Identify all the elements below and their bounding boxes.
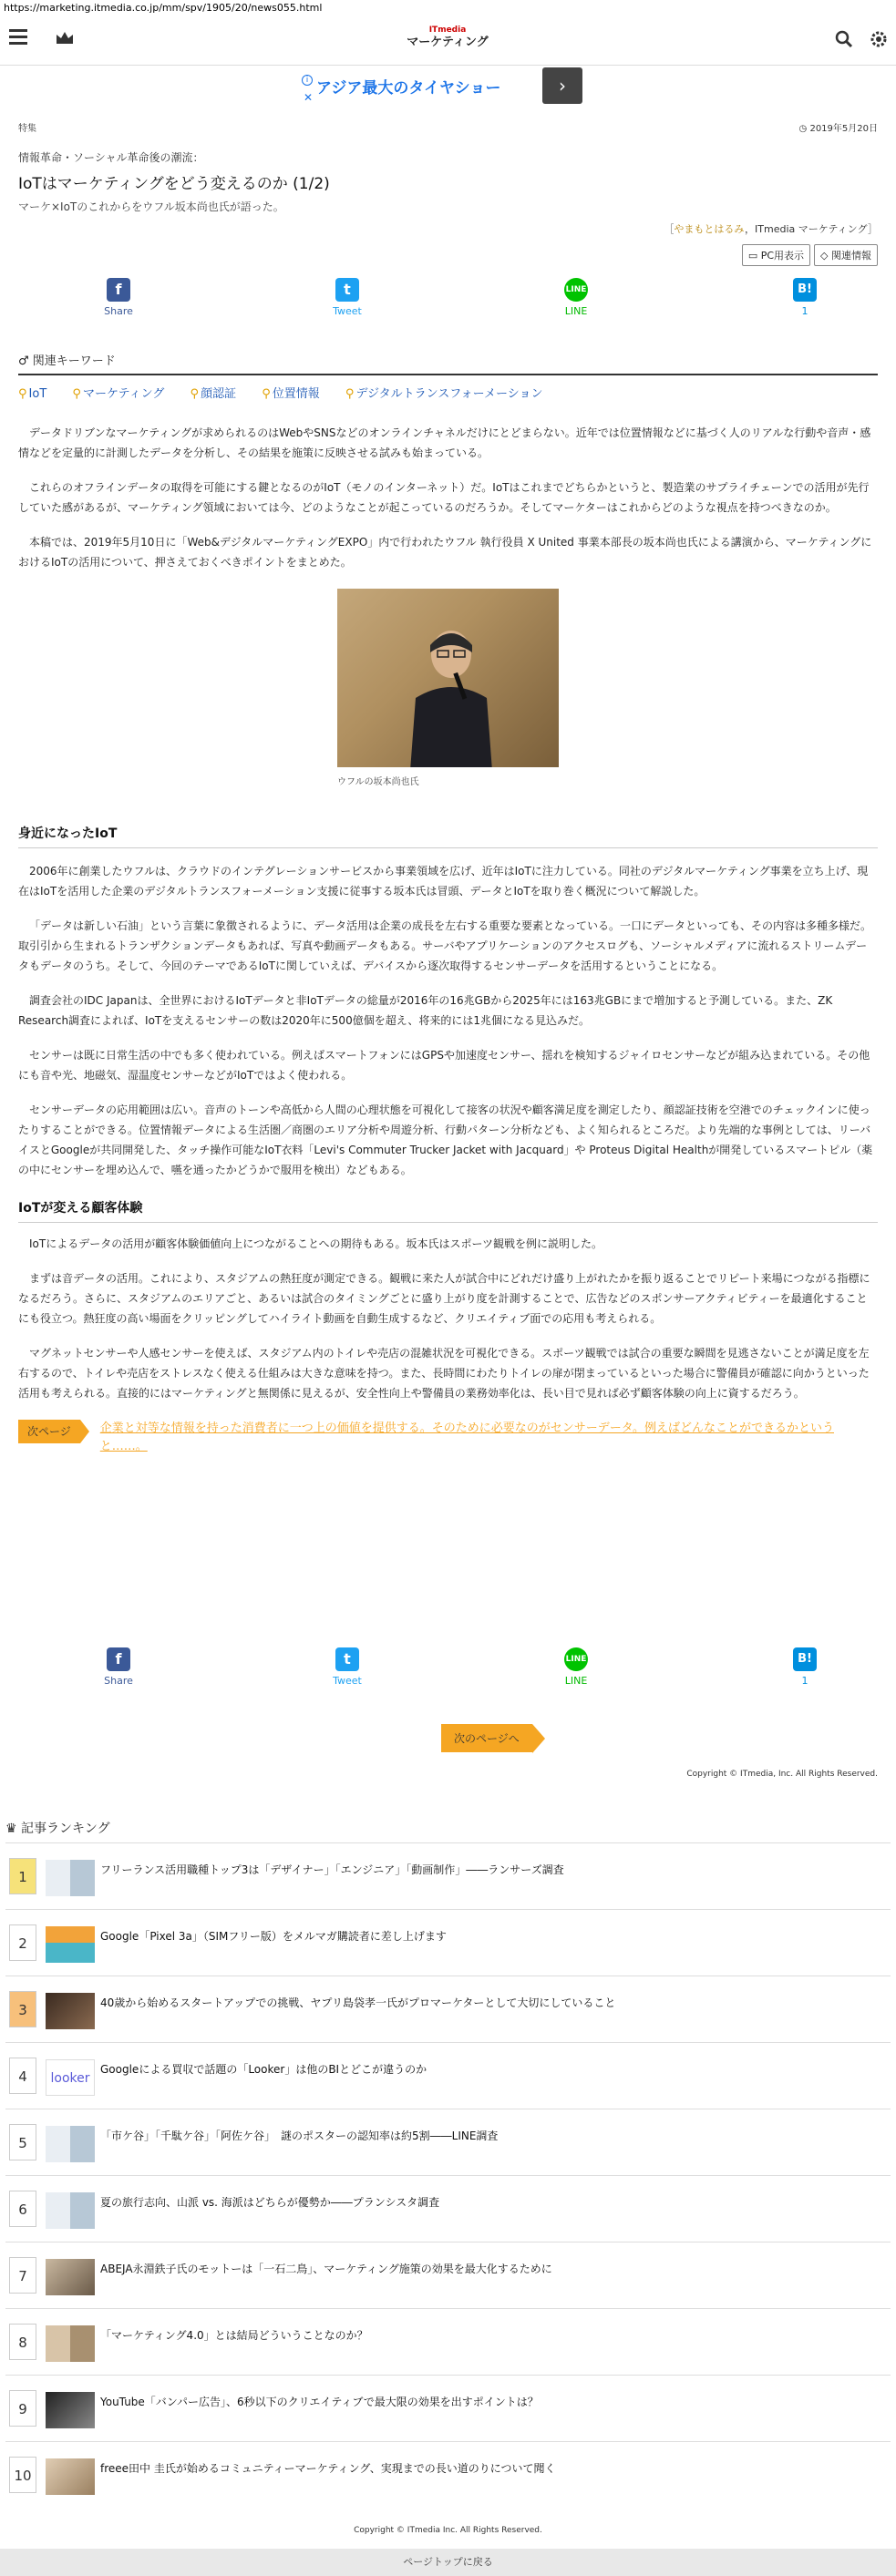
keyword-text: IoT xyxy=(28,387,47,401)
ranking-list xyxy=(5,1842,891,2508)
article-date: ◷ 2019年5月20日 xyxy=(798,124,878,134)
article-thumbnail xyxy=(46,2392,95,2428)
tag-icon: ⚲ xyxy=(190,387,200,401)
next-page-link[interactable]: 企業と対等な情報を持った消費者に一つ上の価値を提供する。そのために必要なのがセンサーデータ。例えばどんなことができるかというと……。 xyxy=(99,1421,834,1453)
hamburger-menu-icon[interactable] xyxy=(9,29,27,47)
article-thumbnail xyxy=(46,2325,95,2362)
twitter-icon: t xyxy=(335,278,359,302)
facebook-share[interactable] xyxy=(91,278,146,317)
pc-view-label: PC用表示 xyxy=(760,250,805,262)
author-name[interactable]: やまもとはるみ xyxy=(674,223,746,235)
person-silhouette xyxy=(410,625,492,767)
rank-number: 5 xyxy=(9,2124,36,2160)
article-title: IoTはマーケティングをどう変えるのか (1/2) xyxy=(18,175,330,193)
copyright-notice: Copyright © ITmedia, Inc. All Rights Reserved. xyxy=(686,1770,878,1779)
site-header xyxy=(0,16,896,66)
hatena-share[interactable] xyxy=(778,278,832,317)
ranking-title: 40歳から始めるスタートアップでの挑戦、ヤプリ島袋孝一氏がプロマーケターとして大切にしていること xyxy=(100,1996,616,2009)
keywords-heading-text: 関連キーワード xyxy=(32,354,116,368)
article-supertitle: 情報革命・ソーシャル革命後の潮流： xyxy=(18,151,204,164)
next-page-teaser xyxy=(18,1420,878,1456)
author-line xyxy=(664,221,878,236)
tag-icon: ⚲ xyxy=(262,387,271,401)
date-text: 2019年5月20日 xyxy=(809,124,878,134)
section-heading: 身近になったIoT xyxy=(18,824,878,848)
crown-icon[interactable] xyxy=(55,29,75,47)
hatena-count: 1 xyxy=(801,1675,808,1687)
related-info-button[interactable]: ◇ 関連情報 xyxy=(814,244,878,266)
line-icon: LINE xyxy=(564,278,588,302)
rank-number: 7 xyxy=(9,2257,36,2294)
share-bar-top xyxy=(18,278,878,317)
tag-icon: ⚲ xyxy=(18,387,27,401)
site-logo[interactable] xyxy=(407,26,489,49)
keywords-heading: ♂ 関連キーワード xyxy=(18,351,878,375)
rank-number: 10 xyxy=(9,2457,36,2493)
article-thumbnail xyxy=(46,1860,95,1896)
article-thumbnail xyxy=(46,2192,95,2229)
rank-number: 4 xyxy=(9,2058,36,2094)
crown-icon: ♛ xyxy=(5,1822,17,1836)
ranking-title: Googleによる買収で話題の「Looker」は他のBIとどこが違うのか xyxy=(100,2063,427,2076)
rank-number: 6 xyxy=(9,2191,36,2227)
article-thumbnail xyxy=(46,2458,95,2495)
ranking-heading-text: 記事ランキング xyxy=(21,1822,110,1836)
next-page-button[interactable]: 次のページへ xyxy=(441,1724,532,1752)
looker-logo: looker xyxy=(46,2059,95,2096)
facebook-icon: f xyxy=(107,1647,130,1671)
author-suffix: ，ITmedia マーケティング］ xyxy=(745,223,878,235)
ranking-item[interactable] xyxy=(5,1909,891,1976)
ranking-item[interactable] xyxy=(5,2375,891,2441)
paragraph: 本稿では、2019年5月10日に「Web&デジタルマーケティングEXPO」内で行われたウフル 執行役員 X United 事業本部長の坂本尚也氏による講演から、マーケティングにおけるIoTの活用について、押さえておくべきポイントをまとめた。 xyxy=(18,536,872,569)
ad-close-icon[interactable]: ✕ xyxy=(304,91,314,104)
related-info-label: 関連情報 xyxy=(831,250,871,262)
twitter-icon: t xyxy=(335,1647,359,1671)
speaker-photo xyxy=(337,589,559,767)
keyword-item[interactable] xyxy=(262,387,331,401)
ad-info-icon[interactable]: i xyxy=(302,75,313,86)
ranking-title: 「市ケ谷」「千駄ケ谷」「阿佐ケ谷」 謎のポスターの認知率は約5割――LINE調査 xyxy=(100,2130,499,2142)
pc-view-button[interactable]: ▭ PC用表示 xyxy=(742,244,810,266)
search-icon[interactable] xyxy=(834,29,854,49)
twitter-label: Tweet xyxy=(333,1675,362,1687)
keyword-text: 顔認証 xyxy=(201,387,237,401)
article-subtitle: マーケ×IoTのこれからをウフル坂本尚也氏が語った。 xyxy=(18,200,284,213)
keyword-text: デジタルトランスフォーメーション xyxy=(355,387,543,401)
section-heading: IoTが変える顧客体験 xyxy=(18,1198,878,1223)
rank-number: 1 xyxy=(9,1858,36,1894)
line-icon: LINE xyxy=(564,1647,588,1671)
article-header xyxy=(18,149,878,214)
rank-number: 8 xyxy=(9,2324,36,2360)
paragraph: まずは音データの活用。これにより、スタジアムの熱狂度が測定できる。観戦に来た人が試合中にどれだけ盛り上がれたかを振り返ることでリピート来場につながる指標になるだろう。さらに、スタジアムのエリアごと、あるいは試合のタイミングごとに盛り上がり度を計測することで、広告などのスポンサーアクティビティーを最適化することにも役立つ。熱狂度の高い場面をクリッピングしてハイライト動画を自動生成するなど、クリエイティブ面での応用も考えられる。 xyxy=(18,1272,870,1325)
twitter-label: Tweet xyxy=(333,305,362,317)
footer-copyright: Copyright © ITmedia Inc. All Rights Reserved. xyxy=(354,2526,542,2535)
rank-number: 2 xyxy=(9,1924,36,1961)
keyword-item[interactable] xyxy=(18,387,57,401)
hatena-share[interactable] xyxy=(778,1647,832,1687)
ranking-title: 「マーケティング4.0」とは結局どういうことなのか？ xyxy=(100,2329,368,2342)
tag-icon: ⚲ xyxy=(72,387,81,401)
paragraph: マグネットセンサーや人感センサーを使えば、スタジアム内のトイレや売店の混雑状況を可視化できる。スポーツ観戦では試合の重要な瞬間を見逃さないことが満足度を左右するので、トイレや売店をストレスなく使える仕組みは大きな意味を持つ。また、長時間にわたりトイレの扉が閉まっているといった場合に警備員が確認に向かうといった活用も考えられる。直接的にはマーケティングと無関係に見えるが、安全性向上や警備員の業務効率化は、長い目で見れば必ず顧客体験の向上に資するだろう。 xyxy=(18,1347,870,1400)
article-thumbnail xyxy=(46,2259,95,2295)
article-thumbnail xyxy=(46,2126,95,2162)
ranking-title: フリーランス活用職種トップ3は「デザイナー」「エンジニア」「動画制作」――ランサーズ調査 xyxy=(100,1863,564,1876)
keyword-item[interactable] xyxy=(72,387,175,401)
next-page-tag[interactable]: 次ページ xyxy=(18,1420,80,1443)
share-bar-bottom xyxy=(18,1647,878,1687)
paragraph: 2006年に創業したウフルは、クラウドのインテグレーションサービスから事業領域を広げ、近年はIoTに注力している。同社のデジタルマーケティング事業を立ち上げ、現在はIoTを活用した企業のデジタルトランスフォーメーション支援に従事する坂本氏は冒頭、データとIoTを取り巻く概況について解説した。 xyxy=(18,865,869,898)
facebook-share[interactable] xyxy=(91,1647,146,1687)
ranking-item[interactable] xyxy=(5,1842,891,1909)
ranking-item[interactable] xyxy=(5,2042,891,2109)
line-label: LINE xyxy=(564,305,588,317)
facebook-label: Share xyxy=(104,305,133,317)
facebook-label: Share xyxy=(104,1675,133,1687)
paragraph: IoTによるデータの活用が顧客体験価値向上につながることへの期待もある。坂本氏はスポーツ観戦を例に説明した。 xyxy=(29,1237,603,1250)
twitter-share[interactable] xyxy=(320,278,375,317)
back-to-top-button[interactable]: ページトップに戻る xyxy=(0,2549,896,2576)
article-body xyxy=(18,423,878,1456)
ranking-heading xyxy=(5,1819,110,1837)
keyword-text: 位置情報 xyxy=(272,387,320,401)
logo-top: ITmedia xyxy=(428,26,467,35)
ad-text[interactable]: アジア最大のタイヤショー xyxy=(316,79,501,97)
ad-banner[interactable] xyxy=(302,67,582,108)
line-share[interactable] xyxy=(549,1647,603,1687)
ad-arrow-button[interactable]: › xyxy=(542,67,582,104)
paragraph: 調査会社のIDC Japanは、全世界におけるIoTデータと非IoTデータの総量が2016年の16兆GBから2025年には163兆GBにまで増加すると予測している。また、ZK Research調査によれば、IoTを支えるセンサーの数は2020年に500億個を超え、将来的には1兆個になる見込みだ。 xyxy=(18,994,833,1027)
ranking-item[interactable] xyxy=(5,1976,891,2042)
facebook-icon: f xyxy=(107,278,130,302)
view-options xyxy=(742,244,878,266)
article-thumbnail xyxy=(46,1993,95,2029)
paragraph: センサーデータの応用範囲は広い。音声のトーンや高低から人間の心理状態を可視化して接客の状況や顧客満足度を測定したり、顔認証技術を空港でのチェックインに使ったりすることができる。位置情報データによる生活圏／商圏のエリア分析や周遊分析、行動パターン分析なども、よく知られるところだ。より先端的な事例としては、リーバイスとGoogleが共同開発した、タッチ操作可能なIoT衣料「Levi's Commuter Trucker Jacket with Jacquard」や Proteus Digital Healthが開発しているスマートピル（薬の中にセンサーを埋め込んで、嚥を通ったかどうかで服用を検出）などもある。 xyxy=(18,1103,873,1176)
hatena-count: 1 xyxy=(801,305,808,317)
url-bar[interactable]: https://marketing.itmedia.co.jp/mm/spv/1905/20/news055.html xyxy=(4,2,323,14)
hatena-icon: B! xyxy=(793,1647,817,1671)
article-meta xyxy=(18,120,878,134)
ranking-title: Google「Pixel 3a」（SIMフリー版）をメルマガ購読者に差し上げます xyxy=(100,1930,447,1943)
author-prefix: ［ xyxy=(664,223,675,235)
keyword-item[interactable] xyxy=(345,387,554,401)
keyword-item[interactable] xyxy=(191,387,248,401)
hatena-icon: B! xyxy=(793,278,817,302)
ranking-item[interactable] xyxy=(5,2308,891,2375)
twitter-share[interactable] xyxy=(320,1647,375,1687)
ranking-title: 夏の旅行志向、山派 vs. 海派はどちらが優勢か――プランシスタ調査 xyxy=(100,2196,440,2209)
tag-icon: ⚲ xyxy=(345,387,355,401)
logo-bottom: マーケティング xyxy=(407,36,489,49)
keyword-list xyxy=(18,384,878,401)
photo-caption: ウフルの坂本尚也氏 xyxy=(337,777,419,787)
ranking-title: YouTube「バンパー広告」、6秒以下のクリエイティブで最大限の効果を出すポイントは？ xyxy=(100,2396,539,2408)
article-thumbnail xyxy=(46,1926,95,1963)
ranking-item[interactable] xyxy=(5,2441,891,2508)
figure xyxy=(18,589,878,793)
ranking-item[interactable] xyxy=(5,2175,891,2242)
article-label: 特集 xyxy=(18,124,36,134)
ranking-item[interactable] xyxy=(5,2109,891,2175)
keyword-text: マーケティング xyxy=(82,387,165,401)
ranking-item[interactable] xyxy=(5,2242,891,2308)
ranking-title: ABEJA永淵鉄子氏のモットーは「一石二鳥」、マーケティング施策の効果を最大化するために xyxy=(100,2263,552,2275)
paragraph: 「データは新しい石油」という言葉に象徴されるように、データ活用は企業の成長を左右する重要な要素となっている。一口にデータといっても、その内容は多種多様だ。取引引から生まれるトランザクションデータもあれば、写真や動画データもある。サーバやアプリケーションのアクセスログも、ソーシャルメディアに流れるストリームデータもデータのうち。そして、今回のテーマであるIoTに関していえば、デバイスから逐次取得するセンサーデータを活用するということになる。 xyxy=(18,919,872,972)
gear-icon[interactable] xyxy=(869,29,889,49)
paragraph: センサーは既に日常生活の中でも多く使われている。例えばスマートフォンにはGPSや加速度センサー、揺れを検知するジャイロセンサーなどが組み込まれている。その他にも音や光、地磁気、湿温度センサーなどがIoTではよく使われる。 xyxy=(18,1049,870,1082)
line-share[interactable] xyxy=(549,278,603,317)
line-label: LINE xyxy=(564,1675,588,1687)
ranking-title: freee田中 圭氏が始めるコミュニティーマーケティング、実現までの長い道のりについて聞く xyxy=(100,2462,556,2475)
rank-number: 9 xyxy=(9,2390,36,2427)
paragraph: データドリブンなマーケティングが求められるのはWebやSNSなどのオンラインチャネルだけにとどまらない。近年では位置情報などに基づく人のリアルな行動や音声・感情などを定量的に計測したデータを分析し、その結果を施策に反映させる試みも始まっている。 xyxy=(18,426,871,459)
rank-number: 3 xyxy=(9,1991,36,2027)
paragraph: これらのオフラインデータの取得を可能にする鍵となるのがIoT（モノのインターネット）だ。IoTはこれまでどちらかというと、製造業のサプライチェーンでの活用が先行していた感があるが、マーケティング領域においては今、どのようなことが起こっているのだろうか。そしてマーケターはこれからどのような視点を持つべきなのか。 xyxy=(18,481,870,514)
